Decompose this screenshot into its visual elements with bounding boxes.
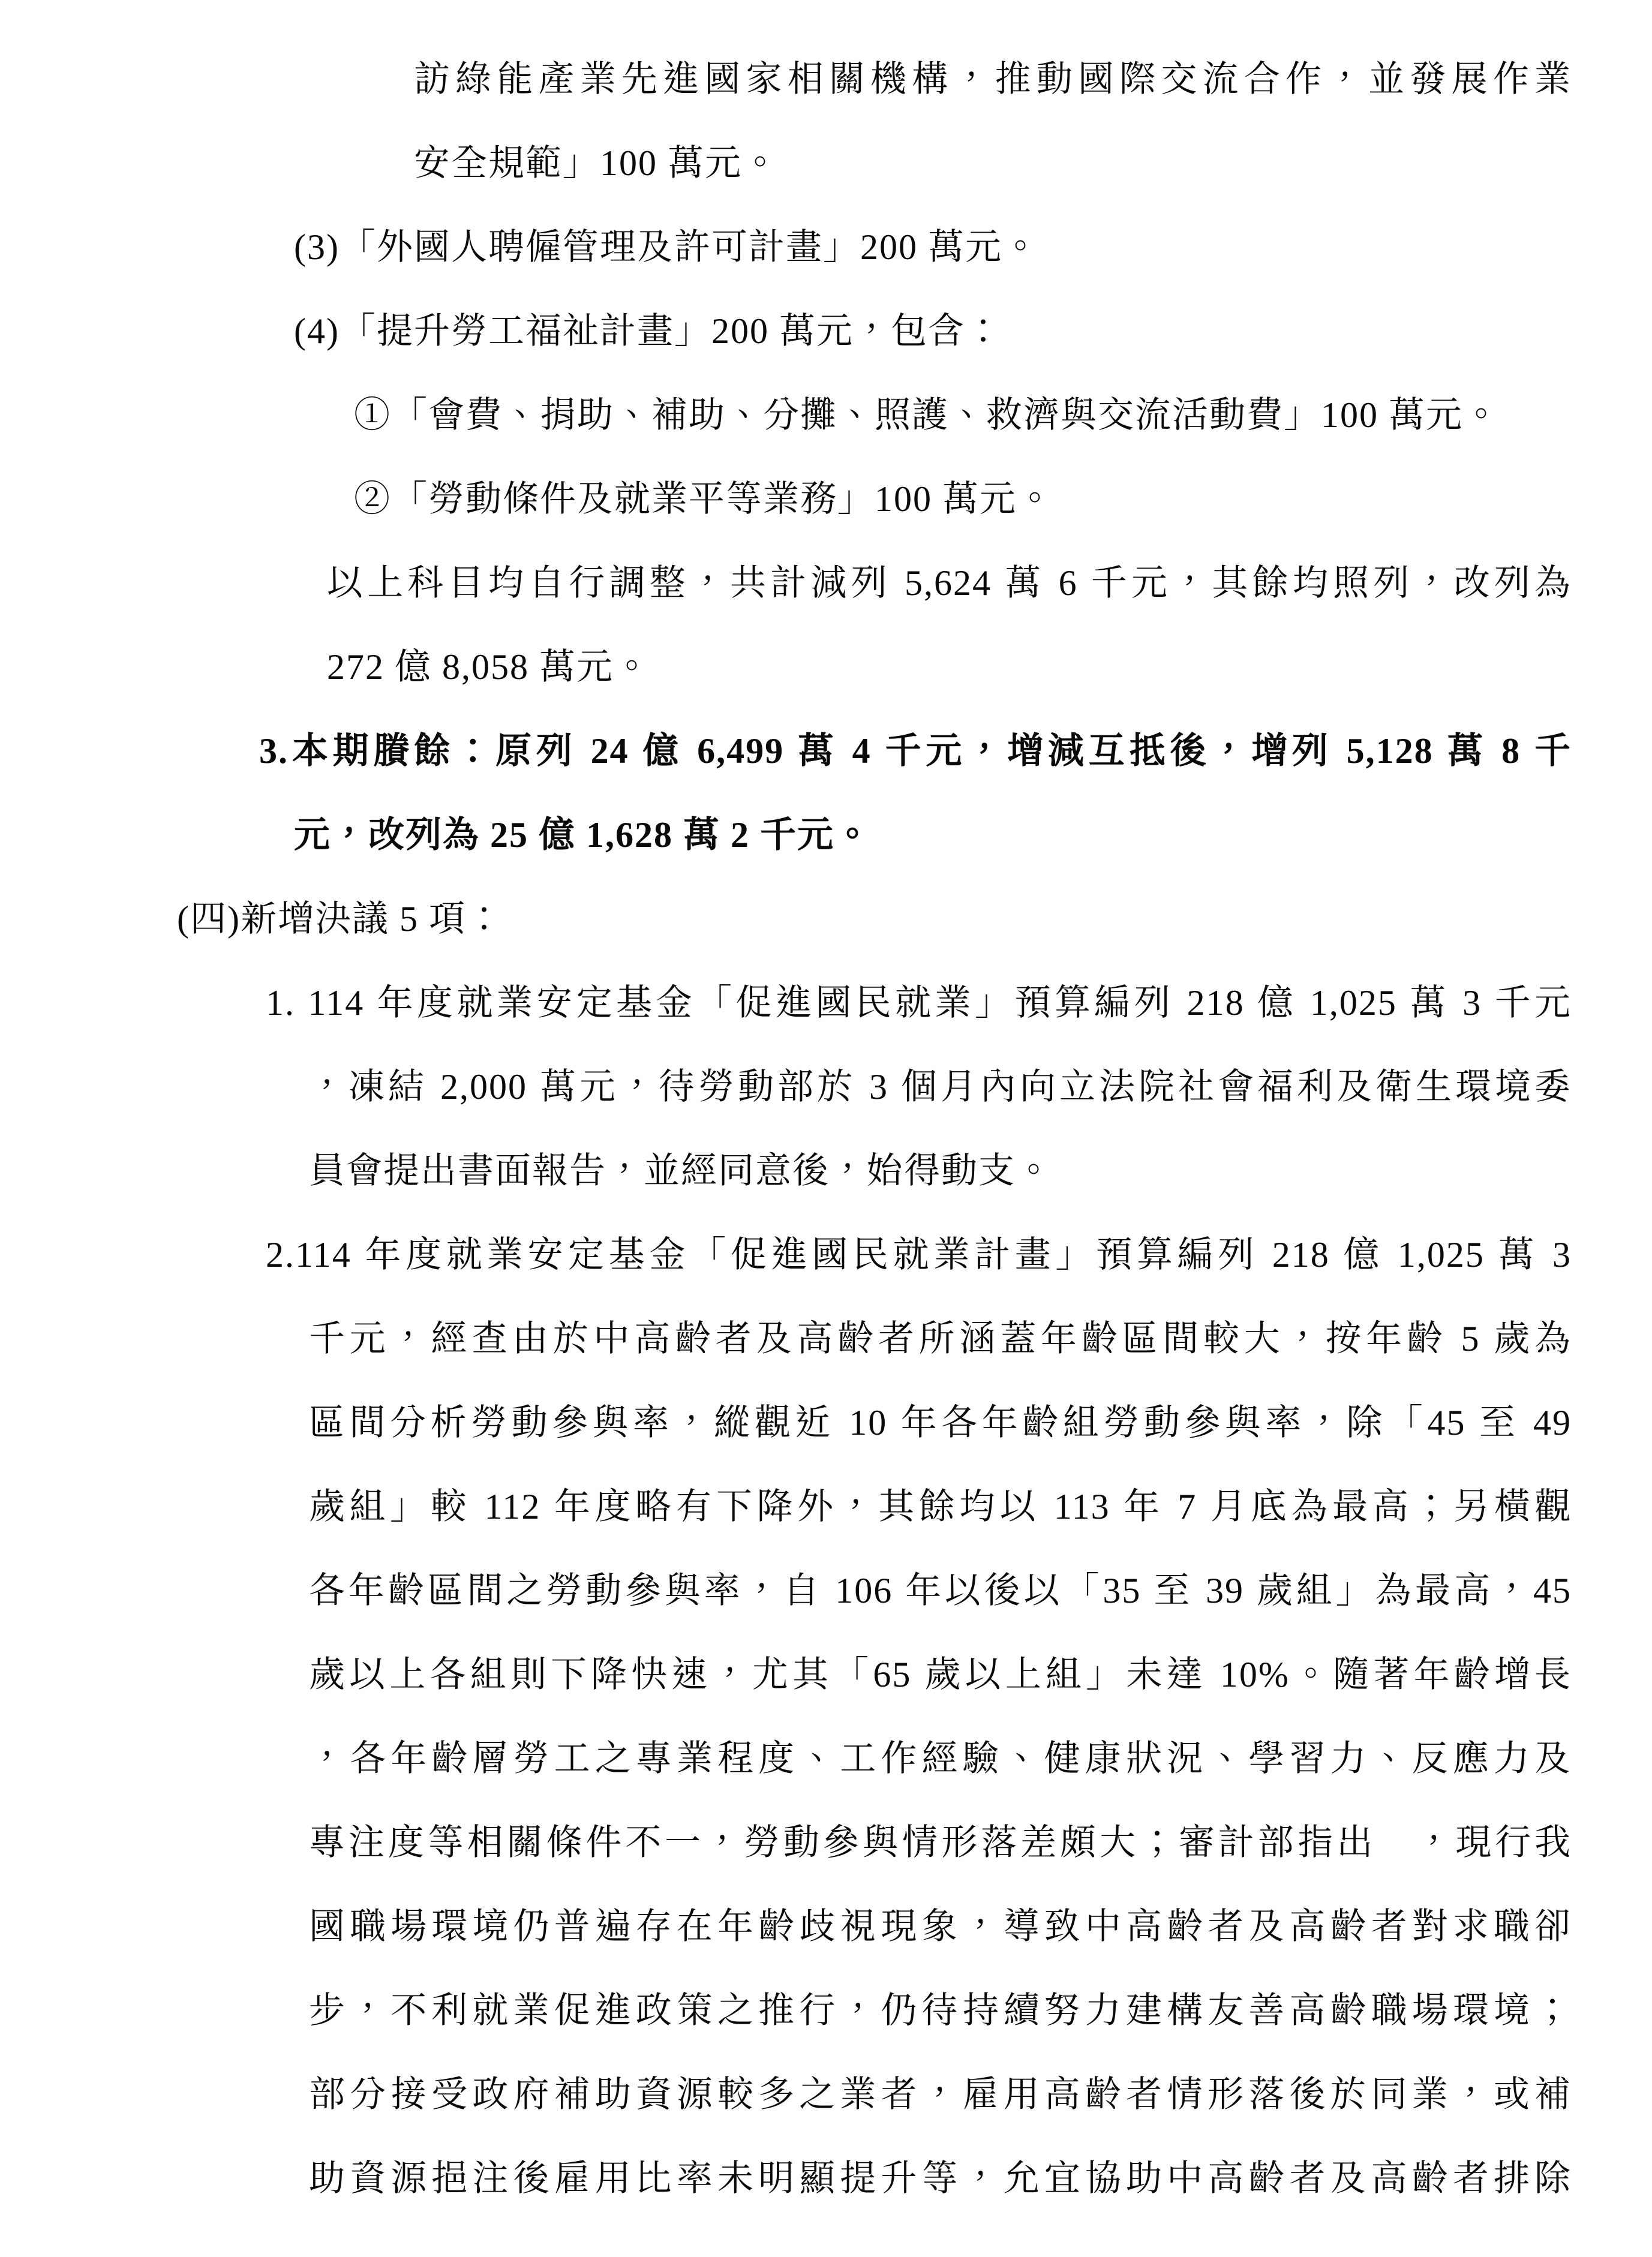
text-line: ①「會費、捐助、補助、分攤、照護、救濟與交流活動費」100 萬元。 — [354, 395, 1500, 435]
text-line: 2.114 年度就業安定基金「促進國民就業計畫」預算編列 218 億 1,025 萬 3 — [266, 1235, 1572, 1275]
text-line: ，凍結 2,000 萬元，待勞動部於 3 個月內向立法院社會福利及衛生環境委 — [309, 1067, 1572, 1107]
text-line: (3)「外國人聘僱管理及許可計畫」200 萬元。 — [294, 227, 1040, 267]
text-line: 區間分析勞動參與率，縱觀近 10 年各年齡組勞動參與率，除「45 至 49 — [309, 1403, 1572, 1442]
text-line: 各年齡區間之勞動參與率，自 106 年以後以「35 至 39 歲組」為最高，45 — [309, 1571, 1572, 1610]
text-line: (四)新增決議 5 項： — [177, 899, 503, 939]
text-line: 安全規範」100 萬元。 — [414, 143, 779, 183]
text-line: 272 億 8,058 萬元。 — [327, 647, 651, 687]
text-line: 歲以上各組則下降快速，尤其「65 歲以上組」未達 10%。隨著年齡增長 — [309, 1655, 1572, 1694]
text-line: 千元，經查由於中高齡者及高齡者所涵蓋年齡區間較大，按年齡 5 歲為 — [309, 1319, 1572, 1359]
text-line: ②「勞動條件及就業平等業務」100 萬元。 — [354, 479, 1054, 519]
text-line: 國職場環境仍普遍存在年齡歧視現象，導致中高齡者及高齡者對求職卻 — [309, 1907, 1572, 1946]
text-line: 助資源挹注後雇用比率未明顯提升等，允宜協助中高齡者及高齡者排除 — [309, 2159, 1572, 2198]
text-line: 歲組」較 112 年度略有下降外，其餘均以 113 年 7 月底為最高；另橫觀 — [309, 1487, 1572, 1526]
text-line: (4)「提升勞工福祉計畫」200 萬元，包含： — [294, 311, 1002, 351]
text-line: 訪綠能產業先進國家相關機構，推動國際交流合作，並發展作業 — [414, 59, 1572, 99]
text-line: 步，不利就業促進政策之推行，仍待持續努力建構友善高齡職場環境； — [309, 1991, 1572, 2030]
text-line: ，各年齡層勞工之專業程度、工作經驗、健康狀況、學習力、反應力及 — [309, 1739, 1572, 1778]
text-line: 員會提出書面報告，並經同意後，始得動支。 — [309, 1151, 1053, 1191]
text-line: 專注度等相關條件不一，勞動參與情形落差頗大；審計部指出 ，現行我 — [309, 1823, 1572, 1862]
text-line: 以上科目均自行調整，共計減列 5,624 萬 6 千元，其餘均照列，改列為 — [327, 563, 1572, 603]
text-line: 部分接受政府補助資源較多之業者，雇用高齡者情形落後於同業，或補 — [309, 2075, 1572, 2114]
text-line: 3.本期賸餘：原列 24 億 6,499 萬 4 千元，增減互抵後，增列 5,128 萬 8 千 — [259, 731, 1572, 771]
text-line: 元，改列為 25 億 1,628 萬 2 千元。 — [294, 815, 872, 855]
text-line: 1. 114 年度就業安定基金「促進國民就業」預算編列 218 億 1,025 萬 3 千元 — [266, 983, 1572, 1023]
